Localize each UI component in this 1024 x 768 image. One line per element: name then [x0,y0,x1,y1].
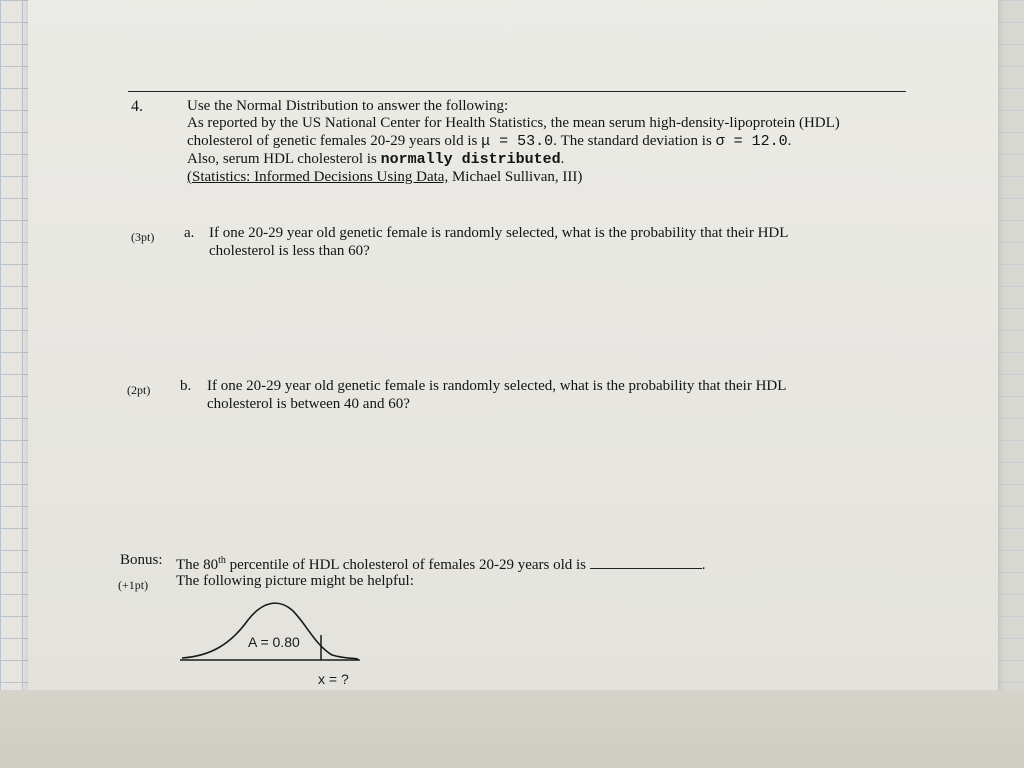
answer-blank[interactable] [590,554,702,569]
question-line-2 [187,132,791,151]
bonus-superscript: th [218,555,226,566]
desk-surface [0,690,1024,768]
question-line-2-text-b: . The standard deviation is [553,133,716,149]
part-b-points: (2pt) [127,383,151,397]
x-unknown-label: x = ? [318,671,349,687]
part-a-line-2: cholesterol is less than 60? [209,243,370,259]
curve-line [182,603,358,659]
question-line-3-text-c: . [560,151,565,167]
std-dev-value: σ = 12.0 [715,133,788,150]
bonus-points: (+1pt) [118,578,149,592]
question-line-3 [187,150,564,169]
question-number: 4. [131,98,143,115]
section-divider [128,91,906,92]
area-label: A = 0.80 [248,634,300,650]
normal-curve-diagram [170,590,370,700]
part-b-line-1: If one 20-29 year old genetic female is randomly selected, what is the probability that their HDL [207,378,787,394]
normal-distribution-emphasis: normally distributed [380,151,561,168]
question-line-2-text-a: cholesterol of genetic females 20-29 years old is [187,133,482,149]
part-a-line-1: If one 20-29 year old genetic female is randomly selected, what is the probability that their HDL [209,225,789,241]
bonus-text-end: . [701,557,706,573]
source-author: Michael Sullivan, III) [448,169,583,185]
part-b-line-2: cholesterol is between 40 and 60? [207,396,410,412]
question-intro: Use the Normal Distribution to answer the following: [187,98,509,114]
question-line-1: As reported by the US National Center for Health Statistics, the mean serum high-density-lipoprotein (HDL) [187,115,840,131]
bonus-helper-text: The following picture might be helpful: [176,573,414,589]
mean-value: μ = 53.0 [481,133,554,150]
bonus-label: Bonus: [120,552,163,568]
source-citation [187,168,582,187]
bonus-text-b: percentile of HDL cholesterol of females 20-29 years old is [225,557,587,573]
part-a-letter: a. [184,225,195,241]
part-a-points: (3pt) [131,230,155,244]
source-title: (Statistics: Informed Decisions Using Data, [187,169,449,185]
part-b-letter: b. [180,378,192,394]
question-line-3-text-a: Also, serum HDL cholesterol is [187,151,381,167]
bonus-text-a: The 80 [176,557,219,573]
question-line-2-text-c: . [787,133,792,149]
